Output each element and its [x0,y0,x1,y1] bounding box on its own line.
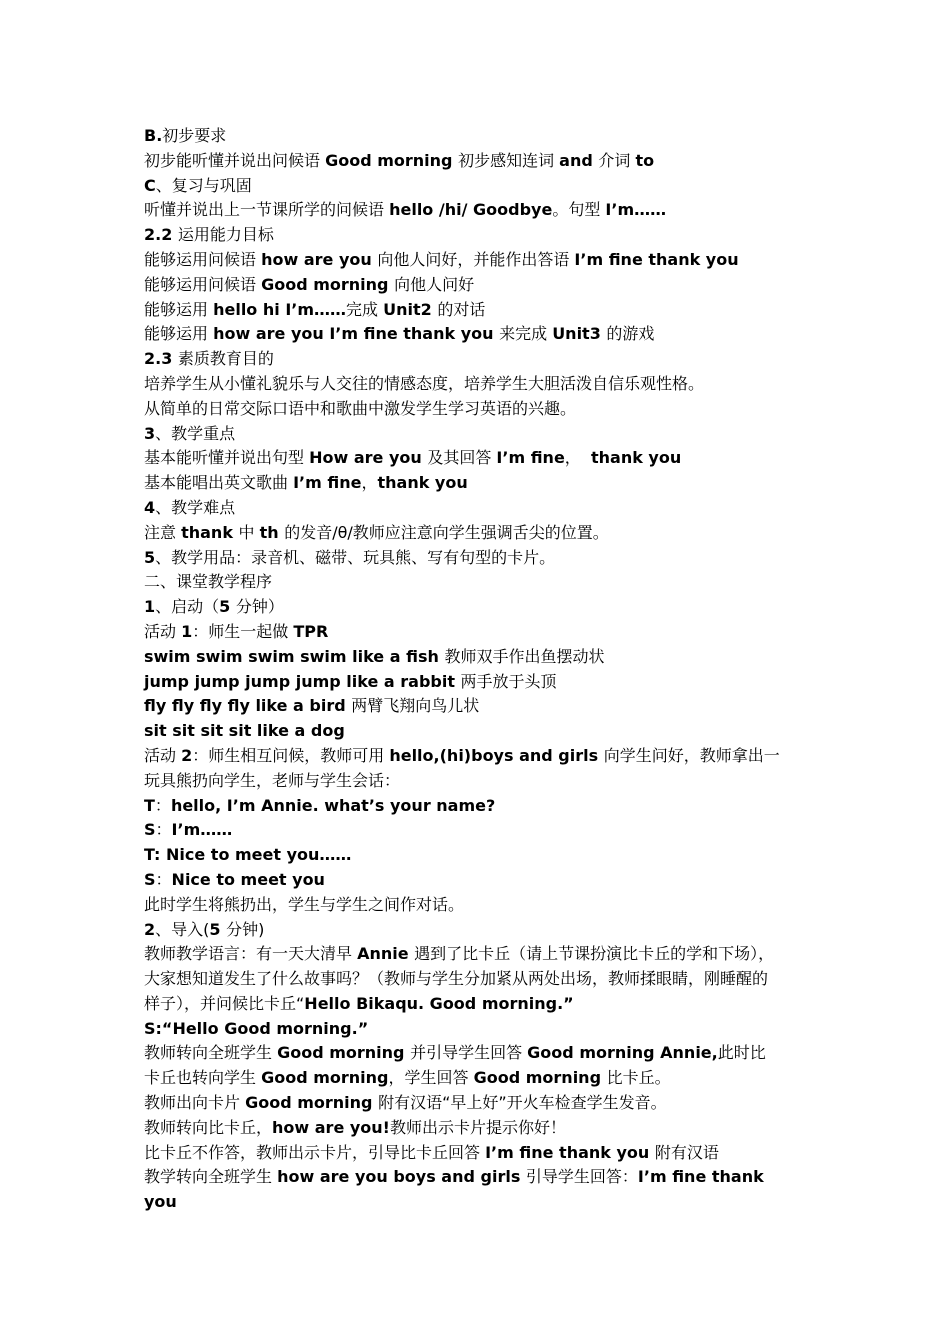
text-line: 能够运用 hello hi I’m……完成 Unit2 的对话 [144,299,486,319]
text-line: 基本能听懂并说出句型 How are you 及其回答 I’m fine， thank you [144,448,682,468]
text-line: 从简单的日常交际口语中和歌曲中激发学生学习英语的兴趣。 [144,398,577,418]
text-line: 初步能听懂并说出问候语 Good morning 初步感知连词 and 介词 to [144,150,655,170]
text-line: 大家想知道发生了什么故事吗？（教师与学生分加紧从两处出场，教师揉眼睛，刚睡醒的 [144,969,769,989]
text-line: 教师转向全班学生 Good morning 并引导学生回答 Good morning Annie,此时比 [144,1043,766,1063]
text-line: jump jump jump jump like a rabbit 两手放于头顶 [144,671,557,691]
text-line: C、复习与巩固 [144,175,252,195]
text-line: 4、教学难点 [144,497,236,517]
text-line: 活动 2：师生相互问候，教师可用 hello,(hi)boys and girls 向学生问好，教师拿出一 [144,745,780,765]
text-line: S：Nice to meet you [144,869,325,889]
text-line: 5、教学用品：录音机、磁带、玩具熊、写有句型的卡片。 [144,547,556,567]
text-line: 能够运用问候语 Good morning 向他人问好 [144,274,475,294]
document-page [144,124,814,1215]
text-line: 二、课堂教学程序 [144,572,273,592]
text-line: 听懂并说出上一节课所学的问候语 hello /hi/ Goodbye。句型 I’m…… [144,200,667,220]
text-line: T：hello, I’m Annie. what’s your name? [144,795,496,815]
text-line: 教师出向卡片 Good morning 附有汉语“早上好”开火车检查学生发音。 [144,1093,667,1113]
text-line: 注意 thank 中 th 的发音/θ/教师应注意向学生强调舌尖的位置。 [144,522,609,542]
text-line: 3、教学重点 [144,423,236,443]
text-line: sit sit sit sit like a dog [144,721,345,741]
text-line: 基本能唱出英文歌曲 I’m fine，thank you [144,473,468,493]
text-line: 能够运用 how are you I’m fine thank you 来完成 Unit3 的游戏 [144,324,655,344]
text-line: 1、启动（5 分钟） [144,597,284,617]
text-line: 教师教学语言：有一天大清早 Annie 遇到了比卡丘（请上节课扮演比卡丘的学和下场）， [144,944,775,964]
text-line: 比卡丘不作答，教师出示卡片，引导比卡丘回答 I’m fine thank you 附有汉语 [144,1142,719,1162]
text-line: 卡丘也转向学生 Good morning，学生回答 Good morning 比卡丘。 [144,1068,671,1088]
text-line: swim swim swim swim like a fish 教师双手作出鱼摆动状 [144,646,605,666]
text-line: S:“Hello Good morning.” [144,1018,369,1038]
text-line: 教师转向比卡丘，how are you!教师出示卡片提示你好！ [144,1117,566,1137]
text-line: 教学转向全班学生 how are you boys and girls 引导学生回答：I’m fine thank [144,1167,764,1187]
text-line: 玩具熊扔向学生，老师与学生会话： [144,770,401,790]
text-line: 能够运用问候语 how are you 向他人问好，并能作出答语 I’m fine thank you [144,249,739,269]
text-line: 2.3 素质教育目的 [144,349,274,369]
text-line: B.初步要求 [144,126,227,145]
text-line: 2.2 运用能力目标 [144,225,274,245]
text-line: S：I’m…… [144,820,233,840]
text-line: 2、导入(5 分钟) [144,919,265,939]
text-line: fly fly fly fly like a bird 两臂飞翔向鸟儿状 [144,696,480,716]
text-line: T: Nice to meet you…… [144,845,352,865]
text-line: 此时学生将熊扔出，学生与学生之间作对话。 [144,894,465,914]
text-line: 样子），并问候比卡丘“Hello Bikaqu. Good morning.” [144,993,574,1013]
text-line: you [144,1192,177,1212]
text-line: 培养学生从小懂礼貌乐与人交往的情感态度，培养学生大胆活泼自信乐观性格。 [144,373,705,393]
text-line: 活动 1：师生一起做 TPR [144,621,329,641]
